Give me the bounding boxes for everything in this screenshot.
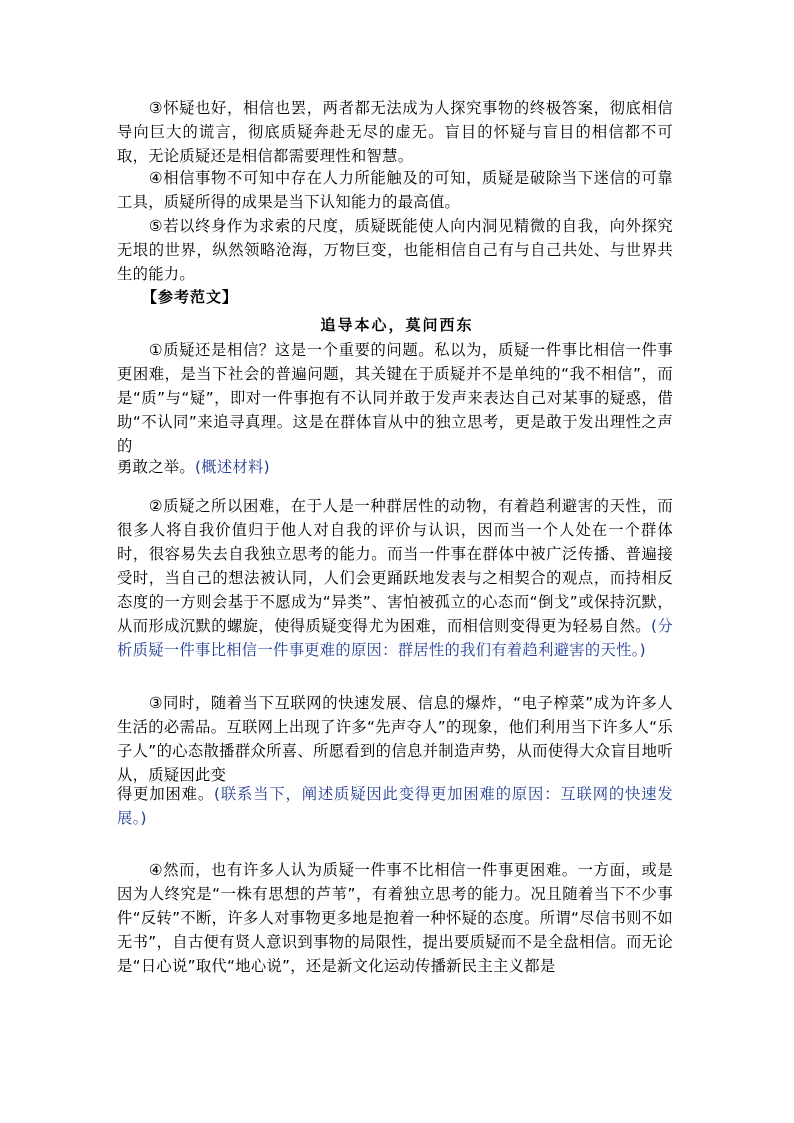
- essay-paragraph-2: [117, 494, 673, 662]
- essay-p2-note: (分析质疑一件事比相信一件事更难的原因：群居性的我们有着趋利避害的天性。): [117, 617, 673, 659]
- essay-p3-note: (联系当下，阐述质疑因此变得更加困难的原因：互联网的快速发展。): [117, 785, 673, 827]
- essay-p3-text: ③同时，随着当下互联网的快速发展、信息的爆炸，“电子榨菜”成为许多人生活的必需品。互联网上出现了许多“先声夺人”的现象，他们利用当下许多人“乐子人”的心态散播群众所喜、所愿看到的信息并制造声势，从而使得大众盲目地听从，质疑因此变: [117, 694, 673, 784]
- essay-p1-note: (概述材料): [195, 458, 270, 476]
- essay-paragraph-3-tail: [117, 782, 673, 830]
- essay-p1-text: ①质疑还是相信？这是一个重要的问题。私以为，质疑一件事比相信一件事更困难，是当下社会的普遍问题，其关键在于质疑并不是单纯的“我不相信”，而是“质”与“疑”，即对一件事抱有不认同并敢于发声来表达自己对某事的疑惑，借助“不认同”来追寻真理。这是在群体盲从中的独立思考，更是敢于发出理性之声的: [117, 341, 673, 455]
- essay-p2-text: ②质疑之所以困难，在于人是一种群居性的动物，有着趋利避害的天性，而很多人将自我价值归于他人对自我的评价与认识，因而当一个人处在一个群体时，很容易失去自我独立思考的能力。而当一件事在群体中被广泛传播、普遍接受时，当自己的想法被认同，人们会更踊跃地发表与之相契合的观点，而持相反态度的一方则会基于不愿成为“异类”、害怕被孤立的心态而“倒戈”或保持沉默，从而形成沉默的螺旋，使得质疑变得尤为困难，而相信则变得更为轻易自然。: [117, 497, 673, 635]
- essay-p4-text: ④然而，也有许多人认为质疑一件事不比相信一件事更困难。一方面，或是因为人终究是“一株有思想的芦苇”，有着独立思考的能力。况且随着当下不少事件“反转”不断，许多人对事物更多地是抱着一种怀疑的态度。所谓“尽信书则不如无书”，自古便有贤人意识到事物的局限性，提出要质疑而不是全盘相信。而无论是“日心说”取代“地心说”，还是新文化运动传播新民主主义都是: [117, 861, 673, 975]
- essay-title: 追导本心，莫问西东: [320, 316, 474, 334]
- essay-paragraph-1-tail: [117, 455, 673, 479]
- essay-p1-tail: 勇敢之举。: [117, 458, 195, 476]
- paragraph-3: ③怀疑也好，相信也罢，两者都无法成为人探究事物的终极答案，彻底相信导向巨大的谎言，彻底质疑奔赴无尽的虚无。盲目的怀疑与盲目的相信都不可取，无论质疑还是相信都需要理性和智慧。: [117, 99, 673, 165]
- reference-label: 【参考范文】: [142, 288, 239, 306]
- essay-paragraph-1: [117, 338, 673, 458]
- paragraph-4: ④相信事物不可知中存在人力所能触及的可知，质疑是破除当下迷信的可靠工具，质疑所得的成果是当下认知能力的最高值。: [117, 169, 673, 211]
- essay-p3-tail: 得更加困难。: [117, 785, 215, 803]
- paragraph-5: ⑤若以终身作为求索的尺度，质疑既能使人向内洞见精微的自我，向外探究无垠的世界，纵然领略沧海，万物巨变，也能相信自己有与自己共处、与世界共生的能力。: [117, 217, 673, 283]
- essay-paragraph-3: [117, 691, 673, 787]
- essay-paragraph-4: [117, 858, 673, 978]
